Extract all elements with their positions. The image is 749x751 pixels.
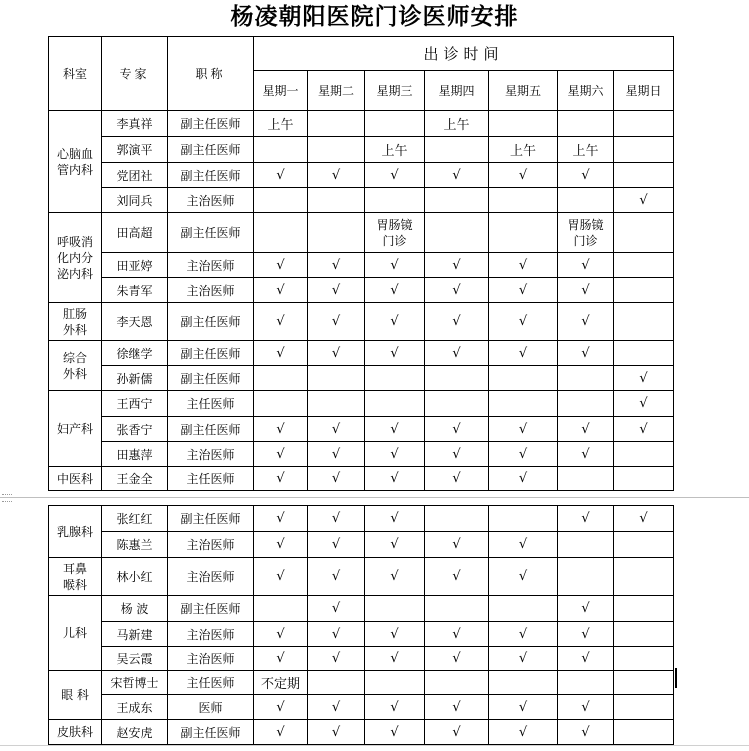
table-row — [49, 532, 674, 558]
schedule-cell: √ — [425, 417, 489, 442]
table-row — [49, 596, 674, 622]
schedule-cell: √ — [254, 163, 308, 188]
page-bottom-line — [0, 745, 749, 746]
doctor-rank: 主治医师 — [168, 188, 254, 213]
schedule-cell — [489, 213, 558, 253]
schedule-cell: √ — [365, 506, 425, 532]
doctor-name: 李天恩 — [102, 303, 168, 341]
schedule-cell — [425, 188, 489, 213]
schedule-cell: √ — [489, 720, 558, 745]
doctor-rank: 副主任医师 — [168, 341, 254, 366]
schedule-cell — [425, 137, 489, 163]
schedule-cell: √ — [254, 720, 308, 745]
schedule-cell: √ — [254, 558, 308, 596]
schedule-cell: √ — [254, 442, 308, 467]
schedule-cell: 上午 — [365, 137, 425, 163]
dept-cell: 呼吸消 化内分 泌内科 — [49, 213, 102, 303]
schedule-cell — [365, 188, 425, 213]
doctor-rank: 副主任医师 — [168, 303, 254, 341]
dept-cell: 肛肠 外科 — [49, 303, 102, 341]
schedule-cell: √ — [365, 417, 425, 442]
table-row — [49, 213, 674, 253]
schedule-cell — [489, 671, 558, 695]
doctor-rank: 副主任医师 — [168, 366, 254, 391]
schedule-cell: √ — [558, 720, 614, 745]
header-expert: 专家 — [102, 37, 168, 111]
dept-cell: 综合 外科 — [49, 341, 102, 391]
schedule-cell — [614, 622, 674, 647]
schedule-cell — [614, 111, 674, 137]
doctor-rank: 主治医师 — [168, 532, 254, 558]
schedule-cell: √ — [558, 278, 614, 303]
schedule-cell — [308, 213, 365, 253]
schedule-cell — [614, 720, 674, 745]
schedule-cell: √ — [425, 558, 489, 596]
schedule-cell: √ — [489, 647, 558, 671]
table-row — [49, 671, 674, 695]
schedule-cell — [425, 596, 489, 622]
schedule-cell — [558, 366, 614, 391]
schedule-cell — [365, 671, 425, 695]
table-row — [49, 720, 674, 745]
table-row — [49, 137, 674, 163]
schedule-cell: √ — [425, 532, 489, 558]
header-day-2: 星期二 — [308, 71, 365, 111]
doctor-name: 吴云霞 — [102, 647, 168, 671]
doctor-name: 刘同兵 — [102, 188, 168, 213]
schedule-cell: √ — [489, 417, 558, 442]
doctor-rank: 副主任医师 — [168, 506, 254, 532]
table-row — [49, 695, 674, 720]
doctor-rank: 副主任医师 — [168, 163, 254, 188]
dept-cell: 眼 科 — [49, 671, 102, 720]
schedule-cell: 不定期 — [254, 671, 308, 695]
doctor-rank: 主治医师 — [168, 647, 254, 671]
schedule-cell — [254, 596, 308, 622]
schedule-cell: √ — [614, 366, 674, 391]
schedule-cell: √ — [254, 506, 308, 532]
table-row — [49, 391, 674, 417]
schedule-cell: √ — [558, 341, 614, 366]
header-schedule: 出诊时间 — [254, 37, 674, 71]
dept-cell: 皮肤科 — [49, 720, 102, 745]
schedule-cell — [614, 532, 674, 558]
doctor-name: 朱青军 — [102, 278, 168, 303]
schedule-cell: √ — [254, 253, 308, 278]
schedule-cell — [308, 137, 365, 163]
schedule-cell: √ — [425, 622, 489, 647]
schedule-cell: 胃肠镜 门诊 — [558, 213, 614, 253]
doctor-name: 赵安虎 — [102, 720, 168, 745]
doctor-name: 马新建 — [102, 622, 168, 647]
header-day-7: 星期日 — [614, 71, 674, 111]
doctor-name: 徐继学 — [102, 341, 168, 366]
schedule-cell: √ — [425, 720, 489, 745]
header-day-3: 星期三 — [365, 71, 425, 111]
schedule-cell: √ — [308, 532, 365, 558]
schedule-cell: √ — [365, 442, 425, 467]
schedule-cell: √ — [365, 341, 425, 366]
doctor-rank: 主任医师 — [168, 467, 254, 491]
schedule-cell — [489, 111, 558, 137]
dept-cell: 妇产科 — [49, 391, 102, 467]
schedule-cell — [614, 467, 674, 491]
schedule-cell: √ — [365, 622, 425, 647]
table-row — [49, 253, 674, 278]
header-day-6: 星期六 — [558, 71, 614, 111]
schedule-cell — [558, 558, 614, 596]
doctor-rank: 副主任医师 — [168, 137, 254, 163]
schedule-cell — [254, 188, 308, 213]
schedule-cell: 上午 — [425, 111, 489, 137]
doctor-rank: 主任医师 — [168, 391, 254, 417]
schedule-cell: √ — [489, 278, 558, 303]
schedule-cell: √ — [308, 720, 365, 745]
table-row — [49, 467, 674, 491]
schedule-cell — [365, 596, 425, 622]
table-row — [49, 417, 674, 442]
schedule-cell: √ — [365, 163, 425, 188]
doctor-name: 张红红 — [102, 506, 168, 532]
schedule-cell: √ — [254, 303, 308, 341]
table-row — [49, 188, 674, 213]
schedule-cell: √ — [489, 558, 558, 596]
schedule-cell: √ — [308, 467, 365, 491]
schedule-cell: √ — [308, 695, 365, 720]
schedule-cell — [614, 213, 674, 253]
schedule-cell: √ — [614, 506, 674, 532]
schedule-cell: √ — [425, 278, 489, 303]
schedule-cell — [614, 137, 674, 163]
doctor-rank: 副主任医师 — [168, 417, 254, 442]
schedule-cell: √ — [614, 188, 674, 213]
schedule-cell — [254, 213, 308, 253]
schedule-cell — [489, 506, 558, 532]
doctor-rank: 副主任医师 — [168, 213, 254, 253]
schedule-cell: √ — [558, 303, 614, 341]
schedule-cell: √ — [425, 647, 489, 671]
schedule-cell: √ — [365, 303, 425, 341]
schedule-cell — [614, 278, 674, 303]
schedule-cell: √ — [489, 467, 558, 491]
table-row — [49, 647, 674, 671]
schedule-cell — [558, 111, 614, 137]
schedule-cell: √ — [365, 720, 425, 745]
schedule-cell: √ — [489, 695, 558, 720]
schedule-cell: √ — [254, 647, 308, 671]
schedule-cell — [425, 366, 489, 391]
schedule-cell: √ — [308, 442, 365, 467]
schedule-cell: √ — [365, 695, 425, 720]
schedule-cell: √ — [308, 163, 365, 188]
schedule-cell: 上午 — [489, 137, 558, 163]
schedule-cell: √ — [558, 647, 614, 671]
table-row — [49, 366, 674, 391]
doctor-name: 王金全 — [102, 467, 168, 491]
schedule-cell — [489, 188, 558, 213]
schedule-cell — [254, 137, 308, 163]
schedule-cell: √ — [489, 341, 558, 366]
schedule-cell: √ — [365, 532, 425, 558]
schedule-cell: √ — [558, 417, 614, 442]
schedule-cell: √ — [558, 506, 614, 532]
schedule-cell — [308, 188, 365, 213]
header-dept: 科室 — [49, 37, 102, 111]
doctor-name: 杨 波 — [102, 596, 168, 622]
schedule-cell — [614, 341, 674, 366]
schedule-cell: √ — [308, 278, 365, 303]
schedule-cell — [614, 558, 674, 596]
schedule-cell — [614, 253, 674, 278]
schedule-cell: √ — [614, 391, 674, 417]
schedule-cell: √ — [558, 596, 614, 622]
schedule-cell — [614, 596, 674, 622]
schedule-cell — [614, 647, 674, 671]
doctor-rank: 副主任医师 — [168, 596, 254, 622]
schedule-cell: √ — [558, 163, 614, 188]
schedule-cell: √ — [254, 622, 308, 647]
doctor-name: 王成东 — [102, 695, 168, 720]
doctor-rank: 主治医师 — [168, 278, 254, 303]
schedule-cell: √ — [308, 647, 365, 671]
doctor-name: 孙新儒 — [102, 366, 168, 391]
header-day-4: 星期四 — [425, 71, 489, 111]
table-row — [49, 506, 674, 532]
dept-cell: 耳鼻 喉科 — [49, 558, 102, 596]
schedule-cell: √ — [425, 253, 489, 278]
schedule-cell — [614, 163, 674, 188]
schedule-cell: √ — [489, 622, 558, 647]
doctor-name: 党团社 — [102, 163, 168, 188]
schedule-cell: √ — [425, 467, 489, 491]
page-break-line — [0, 497, 749, 498]
header-day-1: 星期一 — [254, 71, 308, 111]
schedule-cell: √ — [308, 341, 365, 366]
schedule-cell: √ — [425, 442, 489, 467]
schedule-cell — [558, 391, 614, 417]
schedule-cell: √ — [489, 532, 558, 558]
schedule-cell: √ — [558, 622, 614, 647]
schedule-cell — [425, 506, 489, 532]
schedule-cell: √ — [308, 596, 365, 622]
schedule-cell: √ — [365, 558, 425, 596]
doctor-rank: 副主任医师 — [168, 720, 254, 745]
schedule-cell — [425, 671, 489, 695]
dept-cell: 乳腺科 — [49, 506, 102, 558]
schedule-cell: √ — [308, 303, 365, 341]
table-row — [49, 303, 674, 341]
schedule-cell: √ — [558, 695, 614, 720]
dept-cell: 心脑血 管内科 — [49, 111, 102, 213]
schedule-cell — [365, 391, 425, 417]
schedule-cell: √ — [489, 442, 558, 467]
table-row — [49, 163, 674, 188]
schedule-cell — [614, 695, 674, 720]
page-title: 杨凌朝阳医院门诊医师安排 — [230, 4, 519, 30]
schedule-cell: √ — [365, 467, 425, 491]
schedule-cell — [308, 391, 365, 417]
doctor-rank: 主治医师 — [168, 558, 254, 596]
doctor-rank: 主治医师 — [168, 253, 254, 278]
table-row — [49, 558, 674, 596]
doctor-name: 李真祥 — [102, 111, 168, 137]
schedule-cell: 上午 — [558, 137, 614, 163]
schedule-cell: √ — [254, 467, 308, 491]
schedule-cell — [489, 596, 558, 622]
dept-cell: 中医科 — [49, 467, 102, 491]
header-rank: 职称 — [168, 37, 254, 111]
schedule-cell: √ — [614, 417, 674, 442]
schedule-cell — [558, 467, 614, 491]
schedule-cell: √ — [489, 253, 558, 278]
page-break-marker — [2, 494, 12, 502]
schedule-cell — [614, 303, 674, 341]
doctor-rank: 副主任医师 — [168, 111, 254, 137]
doctor-rank: 主治医师 — [168, 622, 254, 647]
schedule-cell: √ — [425, 341, 489, 366]
schedule-cell — [489, 391, 558, 417]
schedule-cell: √ — [365, 647, 425, 671]
doctor-name: 王西宁 — [102, 391, 168, 417]
header-day-5: 星期五 — [489, 71, 558, 111]
doctor-name: 郭演平 — [102, 137, 168, 163]
schedule-cell: √ — [365, 278, 425, 303]
dept-cell: 儿科 — [49, 596, 102, 671]
schedule-cell: √ — [365, 253, 425, 278]
schedule-cell: √ — [308, 417, 365, 442]
doctor-rank: 主任医师 — [168, 671, 254, 695]
table-row — [49, 111, 674, 137]
schedule-cell — [308, 671, 365, 695]
doctor-name: 田惠萍 — [102, 442, 168, 467]
schedule-cell: √ — [254, 278, 308, 303]
schedule-cell — [489, 366, 558, 391]
schedule-cell: 胃肠镜 门诊 — [365, 213, 425, 253]
schedule-cell — [558, 532, 614, 558]
doctor-name: 张香宁 — [102, 417, 168, 442]
schedule-cell: √ — [254, 417, 308, 442]
schedule-cell — [254, 391, 308, 417]
schedule-cell: √ — [254, 695, 308, 720]
schedule-cell — [308, 366, 365, 391]
schedule-cell: √ — [254, 341, 308, 366]
schedule-cell: √ — [308, 558, 365, 596]
table-edge-mark — [675, 668, 677, 688]
schedule-cell: √ — [254, 532, 308, 558]
schedule-cell — [308, 111, 365, 137]
schedule-cell: √ — [489, 163, 558, 188]
schedule-cell: 上午 — [254, 111, 308, 137]
schedule-cell — [365, 366, 425, 391]
schedule-cell: √ — [489, 303, 558, 341]
table-row — [49, 341, 674, 366]
schedule-cell: √ — [308, 253, 365, 278]
doctor-rank: 主治医师 — [168, 442, 254, 467]
doctor-name: 宋哲博士 — [102, 671, 168, 695]
table-row — [49, 622, 674, 647]
schedule-table-top — [48, 36, 674, 491]
schedule-cell: √ — [425, 695, 489, 720]
schedule-cell — [365, 111, 425, 137]
schedule-cell: √ — [558, 253, 614, 278]
schedule-cell — [425, 391, 489, 417]
schedule-cell: √ — [425, 303, 489, 341]
table-row — [49, 442, 674, 467]
schedule-table-bottom — [48, 505, 674, 745]
schedule-cell: √ — [425, 163, 489, 188]
schedule-cell: √ — [308, 622, 365, 647]
schedule-cell — [614, 671, 674, 695]
schedule-cell — [558, 671, 614, 695]
schedule-cell — [425, 213, 489, 253]
schedule-cell — [254, 366, 308, 391]
schedule-cell — [558, 188, 614, 213]
doctor-name: 陈惠兰 — [102, 532, 168, 558]
schedule-cell: √ — [308, 506, 365, 532]
doctor-name: 田亚婷 — [102, 253, 168, 278]
table-row — [49, 278, 674, 303]
doctor-name: 田高超 — [102, 213, 168, 253]
schedule-cell — [614, 442, 674, 467]
schedule-cell: √ — [558, 442, 614, 467]
doctor-rank: 医师 — [168, 695, 254, 720]
doctor-name: 林小红 — [102, 558, 168, 596]
